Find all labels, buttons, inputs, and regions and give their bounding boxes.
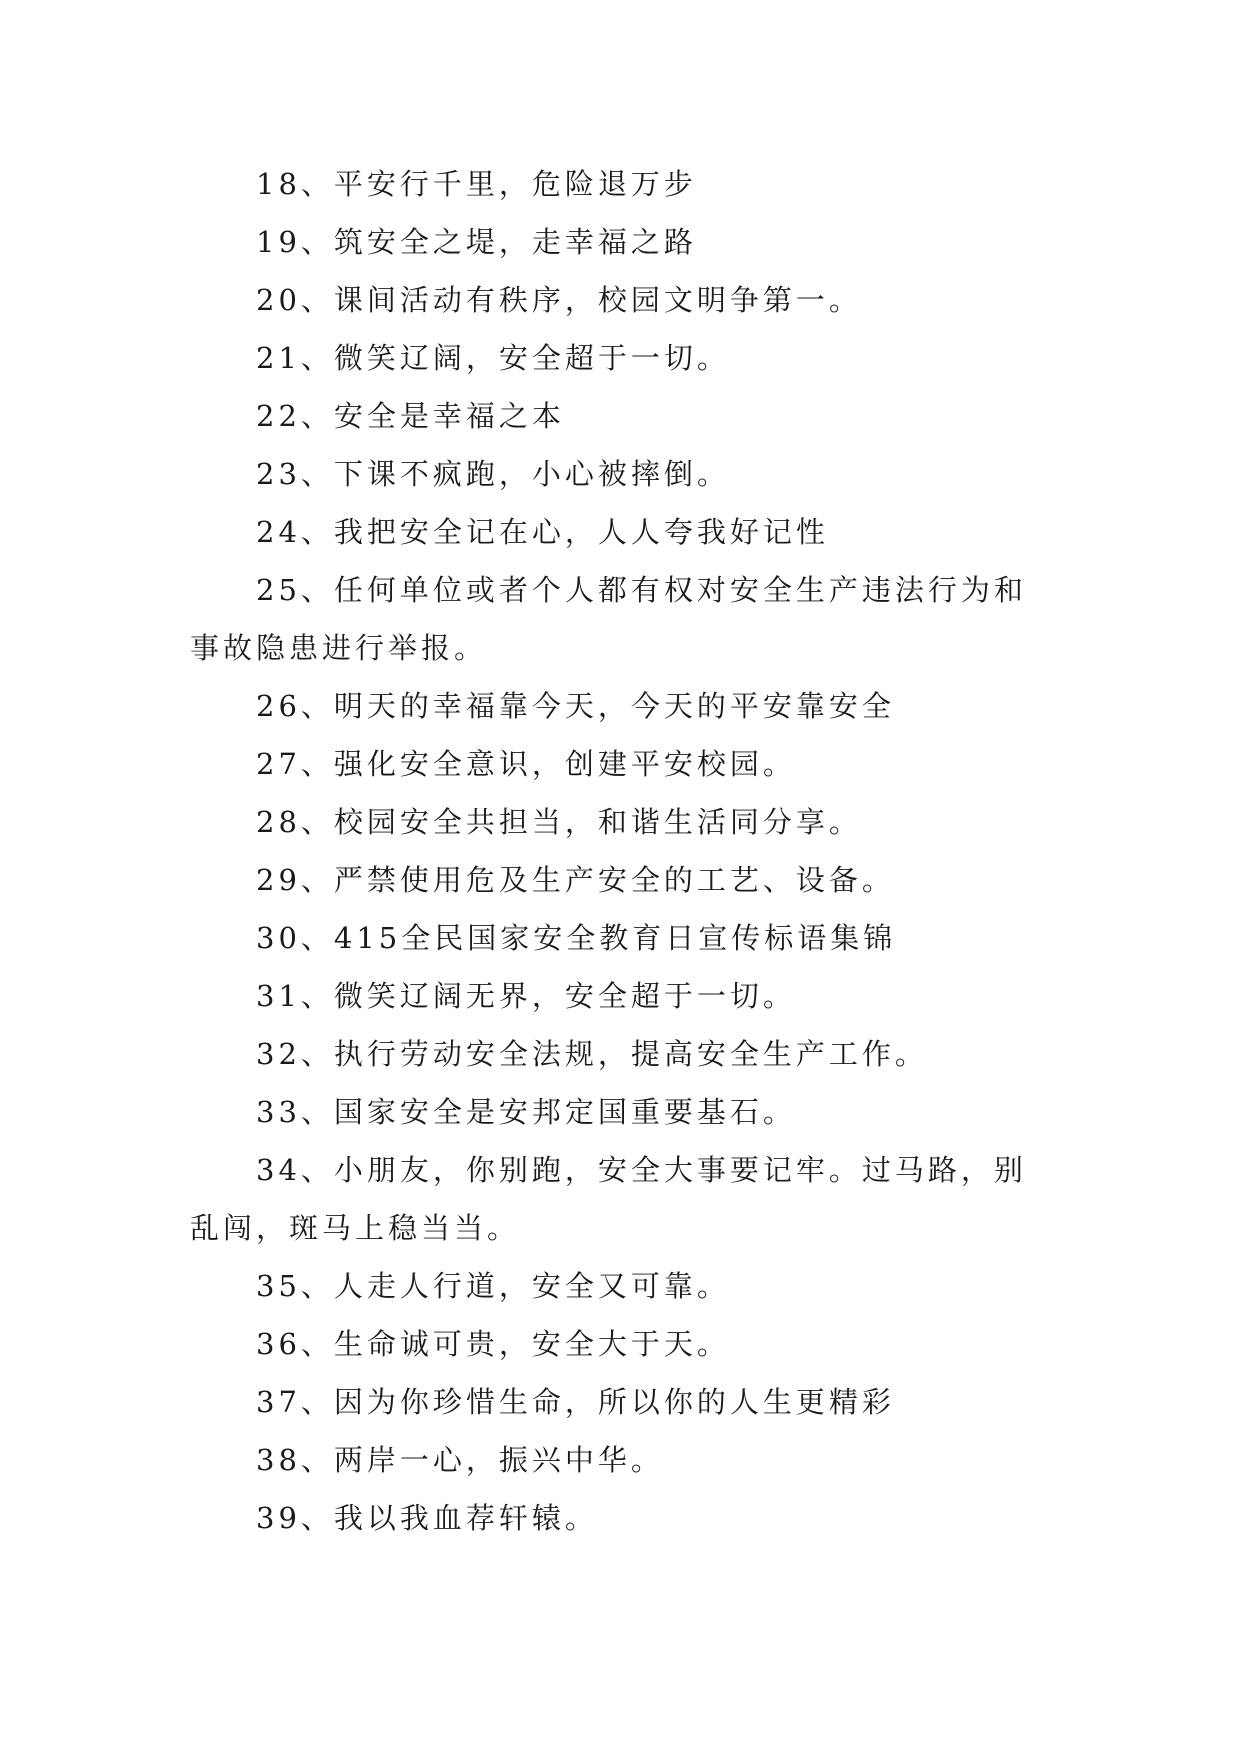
list-item: 27、强化安全意识，创建平安校园。 — [256, 747, 796, 781]
list-item: 26、明天的幸福靠今天，今天的平安靠安全 — [256, 689, 895, 723]
slogan-list — [190, 155, 1050, 1547]
list-item: 21、微笑辽阔，安全超于一切。 — [256, 341, 730, 375]
list-item: 31、微笑辽阔无界，安全超于一切。 — [256, 979, 796, 1013]
list-item: 23、下课不疯跑，小心被摔倒。 — [256, 457, 730, 491]
list-item: 39、我以我血荐轩辕。 — [256, 1501, 598, 1535]
list-item: 35、人走人行道，安全又可靠。 — [256, 1269, 730, 1303]
list-item: 34、小朋友，你别跑，安全大事要记牢。过马路，别乱闯，斑马上稳当当。 — [190, 1153, 1027, 1245]
list-item: 20、课间活动有秩序，校园文明争第一。 — [256, 283, 862, 317]
list-item: 25、任何单位或者个人都有权对安全生产违法行为和事故隐患进行举报。 — [190, 573, 1027, 665]
list-item: 22、安全是幸福之本 — [256, 399, 565, 433]
list-item: 19、筑安全之堤，走幸福之路 — [256, 225, 697, 259]
list-item: 24、我把安全记在心，人人夸我好记性 — [256, 515, 829, 549]
list-item: 36、生命诚可贵，安全大于天。 — [256, 1327, 730, 1361]
list-item: 33、国家安全是安邦定国重要基石。 — [256, 1095, 796, 1129]
list-item: 37、因为你珍惜生命，所以你的人生更精彩 — [256, 1385, 895, 1419]
list-item: 38、两岸一心，振兴中华。 — [256, 1443, 664, 1477]
list-item: 18、平安行千里，危险退万步 — [256, 167, 697, 201]
list-item: 29、严禁使用危及生产安全的工艺、设备。 — [256, 863, 895, 897]
list-item: 32、执行劳动安全法规，提高安全生产工作。 — [256, 1037, 928, 1071]
list-item: 30、415全民国家安全教育日宣传标语集锦 — [256, 921, 897, 955]
list-item: 28、校园安全共担当，和谐生活同分享。 — [256, 805, 862, 839]
